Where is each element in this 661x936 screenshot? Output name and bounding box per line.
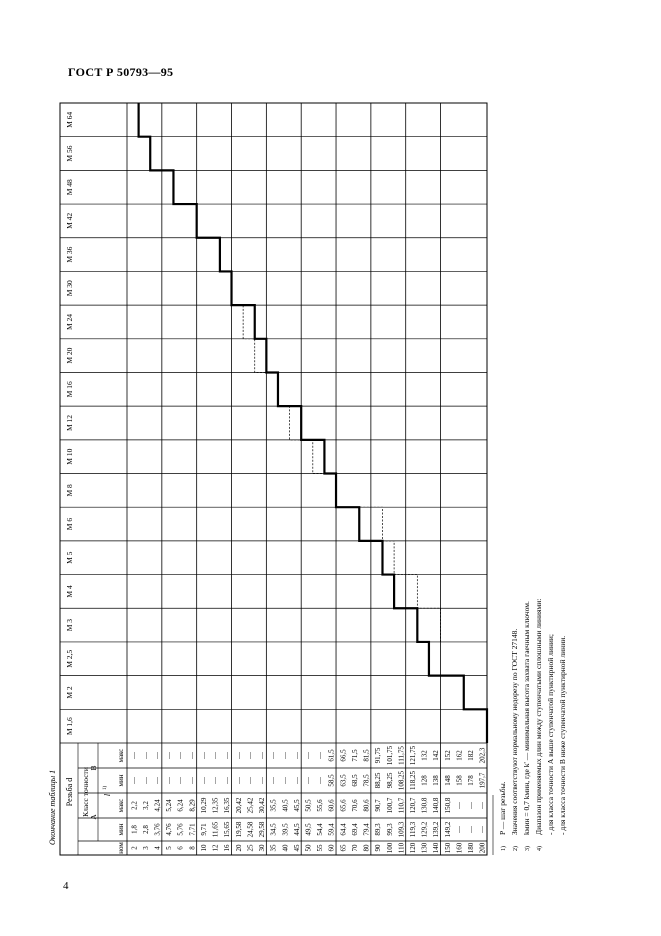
table-cell: 90: [374, 844, 383, 852]
document-title: ГОСТ Р 50793—95: [68, 65, 174, 79]
table-cell: 40: [281, 844, 290, 852]
table-cell: 7,71: [188, 823, 197, 836]
header-class-b: В: [89, 765, 98, 771]
table-cell: 40,5: [281, 799, 290, 812]
table-cell: —: [176, 777, 185, 784]
table-cell: 15,65: [223, 821, 232, 838]
column-header: М 2: [65, 686, 74, 699]
table-cell: 68,5: [350, 774, 359, 787]
header-l: l: [103, 793, 112, 797]
header-accuracy: Класс точности: [81, 767, 90, 817]
table-cell: —: [199, 752, 208, 759]
table-cell: 98,25: [385, 772, 394, 789]
table-cell: 158: [455, 775, 464, 786]
table-cell: 4,24: [153, 799, 162, 812]
table-cell: 60,6: [327, 799, 336, 812]
table-cell: 16: [223, 844, 232, 852]
table-cell: 12,35: [211, 797, 220, 814]
table-cell: —: [234, 777, 243, 784]
table-cell: 10,29: [199, 797, 208, 814]
table-cell: 58,5: [327, 774, 336, 787]
table-cell: 6,24: [176, 799, 185, 812]
table-cell: 99,3: [385, 823, 394, 836]
table-cell: 108,25: [397, 770, 406, 791]
table-cell: 65,6: [339, 799, 348, 812]
column-header: М 2,5: [65, 649, 74, 668]
table-cell: —: [281, 752, 290, 759]
table-cell: 3,76: [153, 823, 162, 836]
column-header: М 24: [65, 313, 74, 330]
column-header: М 6: [65, 517, 74, 531]
table-cell: 8,29: [188, 799, 197, 812]
table-cell: 65: [339, 844, 348, 852]
table-cell: —: [455, 802, 464, 809]
footnote-text: Диапазон применяемых длин между ступенчатыми сплошными линиями:: [534, 598, 543, 835]
table-cell: 111,75: [397, 746, 406, 765]
table-cell: —: [258, 752, 267, 759]
table-cell: 81,5: [362, 749, 371, 762]
table-cell: 61,5: [327, 749, 336, 762]
subheader-0: ном: [117, 842, 125, 854]
table-cell: —: [246, 777, 255, 784]
table-cell: 3: [141, 846, 150, 850]
table-cell: 1,8: [130, 825, 139, 834]
table-cell: 44,5: [292, 823, 301, 836]
table-cell: 162: [455, 750, 464, 761]
table-cell: 25: [246, 844, 255, 852]
table-cell: 70: [350, 844, 359, 852]
column-header: М 8: [65, 484, 74, 497]
table-cell: 139,2: [432, 821, 441, 838]
table-cell: —: [176, 752, 185, 759]
table-cell: 3,2: [141, 801, 150, 810]
table-cell: 109,3: [397, 821, 406, 838]
table-cell: 20: [234, 844, 243, 852]
table-cell: 140: [432, 842, 441, 854]
table-cell: 35,5: [269, 799, 278, 812]
table-cell: 110,7: [397, 797, 406, 814]
table-cell: 88,25: [374, 772, 383, 789]
table-cell: 101,75: [385, 745, 394, 766]
column-header: М 3: [65, 618, 74, 632]
column-header: М 36: [65, 246, 74, 263]
page-number: 4: [63, 880, 69, 892]
table-cell: —: [292, 752, 301, 759]
table-cell: —: [223, 777, 232, 784]
table-cell: 129,2: [420, 821, 429, 838]
table-cell: —: [211, 777, 220, 784]
column-header: М 16: [65, 381, 74, 398]
table-cell: —: [165, 752, 174, 759]
table-cell: 9,71: [199, 823, 208, 836]
table-cell: 180: [467, 842, 476, 854]
subheader-4: макс: [117, 748, 125, 763]
table-cell: 2: [130, 846, 139, 850]
table-cell: —: [211, 752, 220, 759]
table-cell: 66,5: [339, 749, 348, 762]
column-header: М 42: [65, 212, 74, 229]
footnote-text: Значения соответствуют нормальному недорезу по ГОСТ 27148.: [510, 628, 519, 835]
table-cell: 120,7: [409, 797, 417, 814]
table-cell: —: [316, 752, 325, 759]
table-cell: —: [269, 777, 278, 784]
table-cell: 5,24: [165, 799, 174, 812]
header-thread: Резьба d: [65, 777, 74, 807]
table-cell: 197,7: [478, 772, 487, 789]
footnote-text: P — шаг резьбы.: [498, 781, 507, 835]
table-cell: 132: [420, 750, 429, 761]
table-cell: 8: [188, 846, 197, 850]
table-cell: 11,65: [211, 821, 220, 838]
column-header: М 56: [65, 145, 74, 162]
table-cell: 4: [153, 846, 162, 850]
table-cell: —: [130, 777, 139, 784]
column-header: М 4: [65, 585, 74, 598]
table-cell: 130,8: [420, 797, 429, 814]
subheader-1: мин: [117, 823, 125, 836]
table-cell: 110: [397, 842, 406, 854]
table-cell: 25,42: [246, 797, 255, 814]
table-cell: —: [455, 826, 464, 833]
table-cell: 60: [327, 844, 336, 852]
table-cell: —: [188, 777, 197, 784]
header-class-a: А: [89, 814, 98, 820]
table-cell: 160: [455, 842, 464, 854]
column-header: М 30: [65, 280, 74, 297]
table-cell: 149,2: [443, 821, 452, 838]
table-cell: —: [269, 752, 278, 759]
table-cell: 90,7: [374, 799, 383, 812]
table-cell: —: [281, 777, 290, 784]
table-cell: —: [153, 752, 162, 759]
table-cell: 80: [362, 844, 371, 852]
table-frame: [60, 103, 487, 855]
table-cell: 89,3: [374, 823, 383, 836]
solid-step-line: [139, 103, 487, 743]
table-cell: 118,25: [409, 771, 417, 790]
footnote-marker: 2): [513, 846, 519, 851]
table-cell: 24,58: [246, 821, 255, 838]
header-l-sup: 1): [103, 785, 108, 790]
footnote-text: kмин = 0,7 kмин, где k' — минимальная высота захвата гаечным ключом.: [522, 601, 531, 835]
column-header: М 20: [65, 347, 74, 364]
rotated-table-group: [48, 103, 567, 855]
table-cell: 119,3: [409, 821, 417, 838]
table-cell: 80,6: [362, 799, 371, 812]
table-cell: 78,5: [362, 774, 371, 787]
table-cell: 30: [258, 844, 267, 852]
table-cell: —: [246, 752, 255, 759]
table-cell: —: [258, 777, 267, 784]
table-cell: 69,4: [350, 823, 359, 836]
table-cell: 100: [385, 842, 394, 854]
table-cell: 10: [199, 844, 208, 852]
table-cell: 19,58: [234, 821, 243, 838]
column-header: М 48: [65, 179, 74, 196]
table-cell: 142: [432, 750, 441, 761]
footnote-marker: 3): [525, 846, 531, 851]
table-caption: Окончание таблицы 1: [48, 769, 57, 845]
table-cell: 148: [443, 775, 452, 786]
table-cell: 2,8: [141, 825, 150, 834]
table-cell: 29,58: [258, 821, 267, 838]
table-cell: 49,5: [304, 823, 313, 836]
table-cell: 5,76: [176, 823, 185, 836]
table-cell: —: [478, 826, 487, 833]
table-cell: 16,35: [223, 797, 232, 814]
table-cell: —: [141, 777, 150, 784]
table-cell: 138: [432, 775, 441, 786]
table-cell: 121,75: [409, 745, 417, 766]
table-cell: 70,6: [350, 799, 359, 812]
subheader-2: макс: [117, 798, 125, 813]
table-cell: 140,8: [432, 797, 441, 814]
column-header: М 64: [65, 111, 74, 128]
table-cell: 178: [467, 775, 476, 786]
table-cell: —: [223, 752, 232, 759]
table-cell: —: [141, 752, 150, 759]
table-cell: 120: [409, 842, 417, 854]
table-cell: —: [467, 826, 476, 833]
table-cell: —: [165, 777, 174, 784]
column-header: М 1,6: [65, 717, 74, 736]
table-cell: 200: [478, 842, 487, 854]
table-cell: —: [188, 752, 197, 759]
column-header: М 12: [65, 414, 74, 432]
footnote-text: - для класса точности А выше ступенчатой пунктирной линии;: [546, 634, 555, 835]
column-header: М 10: [65, 448, 74, 465]
table-cell: 55: [316, 844, 325, 852]
table-cell: 59,4: [327, 823, 336, 836]
table-cell: 50,5: [304, 799, 313, 812]
table-cell: 5: [165, 846, 174, 850]
table-cell: 54,4: [316, 823, 325, 836]
table-cell: —: [304, 777, 313, 784]
table-cell: 20,42: [234, 797, 243, 814]
table-cell: —: [234, 752, 243, 759]
table-cell: —: [304, 752, 313, 759]
table-cell: 130: [420, 842, 429, 854]
table-cell: 100,7: [385, 797, 394, 814]
table-cell: 35: [269, 844, 278, 852]
table-cell: 79,4: [362, 823, 371, 836]
table-cell: 34,5: [269, 823, 278, 836]
table-cell: 150: [443, 842, 452, 854]
table-cell: —: [467, 802, 476, 809]
table-cell: 91,75: [374, 747, 383, 764]
column-header: М 5: [65, 551, 74, 564]
table-cell: 128: [420, 775, 429, 786]
footnote-marker: 1): [501, 846, 507, 851]
footnote-marker: 4): [537, 846, 543, 851]
footnote-text: - для класса точности В ниже ступенчатой пунктирной линии.: [558, 635, 567, 835]
table-cell: 45: [292, 844, 301, 852]
table-cell: —: [316, 777, 325, 784]
table-cell: 71,5: [350, 749, 359, 762]
table-cell: 12: [211, 844, 220, 852]
table-cell: 2,2: [130, 801, 139, 810]
table-cell: 150,8: [443, 797, 452, 814]
table-cell: 152: [443, 750, 452, 761]
table-cell: 30,42: [258, 797, 267, 814]
table-cell: 63,5: [339, 774, 348, 787]
table-cell: 202,3: [478, 747, 487, 764]
table-cell: 4,76: [165, 823, 174, 836]
subheader-3: мин: [117, 774, 125, 787]
table-cell: 6: [176, 846, 185, 850]
table-cell: 39,5: [281, 823, 290, 836]
table-cell: 50: [304, 844, 313, 852]
table-cell: 45,5: [292, 799, 301, 812]
table-cell: —: [478, 802, 487, 809]
table-cell: 64,4: [339, 823, 348, 836]
table-cell: —: [292, 777, 301, 784]
table-cell: 55,6: [316, 799, 325, 812]
table-cell: —: [153, 777, 162, 784]
table-cell: —: [130, 752, 139, 759]
table-cell: —: [199, 777, 208, 784]
table-cell: 182: [467, 750, 476, 761]
